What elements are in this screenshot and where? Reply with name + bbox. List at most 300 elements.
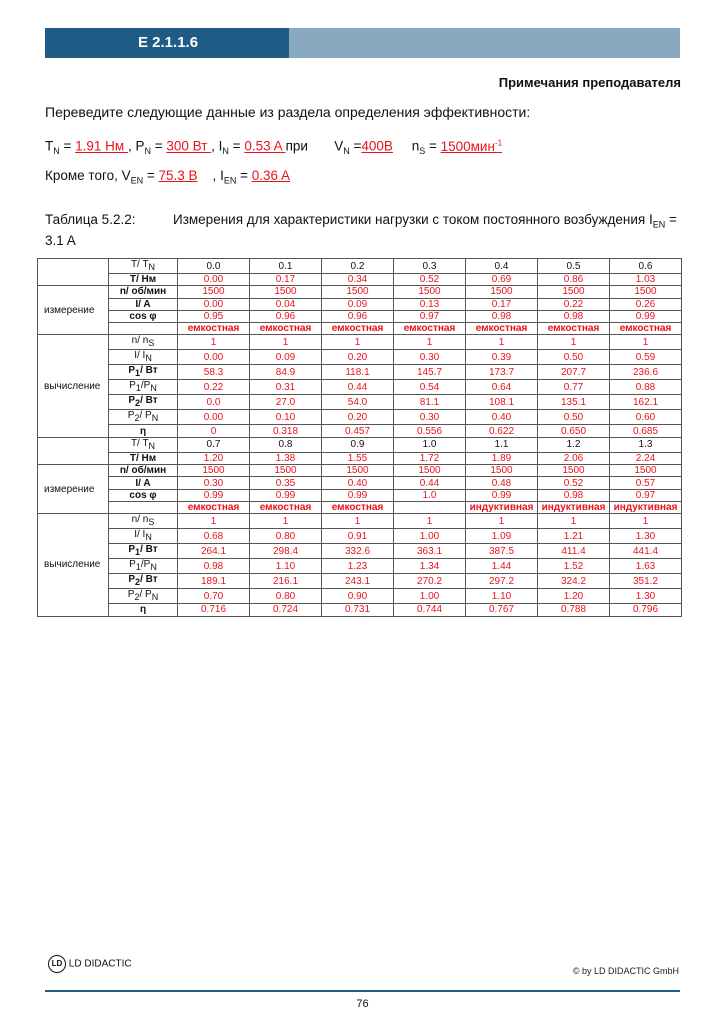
table-cell: 0.99 bbox=[322, 489, 394, 501]
table-cell: 0.30 bbox=[178, 477, 250, 489]
table-cell: 270.2 bbox=[394, 574, 466, 589]
table-row bbox=[38, 310, 682, 322]
table-cell: 1.0 bbox=[394, 489, 466, 501]
ien-sub: EN bbox=[223, 175, 237, 186]
row-label-tail: / P bbox=[139, 410, 152, 422]
table-cell: 0.86 bbox=[538, 274, 610, 286]
vn-label: V bbox=[334, 138, 344, 154]
header-bar-light bbox=[289, 28, 680, 58]
table-cell: 0.96 bbox=[322, 310, 394, 322]
group-measure: измерение bbox=[38, 286, 109, 335]
row-label-p2pn bbox=[109, 589, 178, 604]
table-cell: 1.30 bbox=[610, 589, 682, 604]
table-cell: 1.2 bbox=[538, 437, 610, 452]
row-label-sub: 1 bbox=[135, 368, 141, 379]
table-cell: 0.622 bbox=[466, 425, 538, 437]
excitation-prefix: Кроме того, V bbox=[45, 168, 131, 183]
ns-value bbox=[441, 139, 502, 154]
table-cell: 0.13 bbox=[394, 298, 466, 310]
table-cell: 264.1 bbox=[178, 544, 250, 559]
table-cell: 0.7 bbox=[178, 437, 250, 452]
table-cell: 207.7 bbox=[538, 365, 610, 380]
table-cell: емкостная bbox=[610, 323, 682, 335]
table-cell: 1500 bbox=[322, 465, 394, 477]
row-label-text: n/ об/мин bbox=[119, 286, 167, 298]
table-cell: 0.39 bbox=[466, 350, 538, 365]
table-cell: 1 bbox=[250, 514, 322, 529]
table-cell: 1500 bbox=[322, 286, 394, 298]
row-label-text: T/ Нм bbox=[129, 274, 157, 286]
row-label-text: I/ I bbox=[134, 529, 146, 541]
table-row bbox=[38, 437, 682, 452]
row-label-sub: N bbox=[148, 262, 156, 272]
table-cell: 1500 bbox=[466, 465, 538, 477]
table-cell: 0.48 bbox=[466, 477, 538, 489]
table-row bbox=[38, 395, 682, 410]
row-label-sub: 2 bbox=[135, 577, 141, 588]
table-row bbox=[38, 477, 682, 489]
section-code: E 2.1.1.6 bbox=[138, 34, 199, 51]
table-cell: 0.20 bbox=[322, 350, 394, 365]
caption-text: Измерения для характеристики нагрузки с током постоянного возбуждения I bbox=[173, 212, 653, 227]
row-label-t bbox=[109, 274, 178, 286]
measurement-table bbox=[37, 258, 682, 617]
table-cell: 1500 bbox=[250, 465, 322, 477]
table-cell: 1 bbox=[322, 514, 394, 529]
at-word: при bbox=[285, 138, 308, 154]
row-label-sub: N bbox=[148, 440, 156, 451]
row-label-sub2: N bbox=[151, 592, 159, 603]
table-cell: 2.24 bbox=[610, 452, 682, 464]
row-label-p1pn bbox=[109, 380, 178, 395]
table-row bbox=[38, 323, 682, 335]
row-label-sub: S bbox=[148, 338, 155, 349]
row-label-type bbox=[109, 323, 178, 335]
table-cell: 1.10 bbox=[250, 559, 322, 574]
table-cell: 236.6 bbox=[610, 365, 682, 380]
table-cell: 1.30 bbox=[610, 529, 682, 544]
table-cell: 1.44 bbox=[466, 559, 538, 574]
table-row bbox=[38, 465, 682, 477]
table-cell: 1.00 bbox=[394, 589, 466, 604]
tn-label: T bbox=[45, 138, 54, 154]
table-cell: 0.34 bbox=[322, 274, 394, 286]
row-label-n bbox=[109, 286, 178, 298]
table-row bbox=[38, 274, 682, 286]
row-label-cos bbox=[109, 489, 178, 501]
row-label-text: T/ Нм bbox=[129, 452, 157, 464]
table-cell: 0.9 bbox=[322, 437, 394, 452]
row-label-text: P bbox=[129, 559, 136, 571]
table-cell: 0.50 bbox=[538, 350, 610, 365]
table-row bbox=[38, 604, 682, 616]
row-label-sub: 1 bbox=[135, 383, 141, 394]
table-cell: 1 bbox=[322, 335, 394, 350]
table-cell: 1500 bbox=[394, 465, 466, 477]
row-label-nns bbox=[109, 335, 178, 350]
table-cell: 0.22 bbox=[178, 380, 250, 395]
table-cell: 1 bbox=[466, 335, 538, 350]
table-cell: 1 bbox=[466, 514, 538, 529]
table-cell: 0.4 bbox=[466, 259, 538, 274]
row-label-sub2: N bbox=[150, 383, 157, 394]
in-value: 0.53 A bbox=[244, 138, 286, 154]
table-cell: 0.96 bbox=[250, 310, 322, 322]
table-cell: 0.44 bbox=[322, 380, 394, 395]
group-measure: измерение bbox=[38, 465, 109, 514]
ns-value-sup: -1 bbox=[494, 138, 503, 147]
row-label-text: P bbox=[128, 395, 136, 407]
table-cell: 0.00 bbox=[178, 274, 250, 286]
group-empty bbox=[38, 259, 109, 286]
table-row bbox=[38, 489, 682, 501]
table-cell: 0.64 bbox=[466, 380, 538, 395]
table-cell: 135.1 bbox=[538, 395, 610, 410]
table-cell: 0.20 bbox=[322, 410, 394, 425]
table-cell: 0.50 bbox=[538, 410, 610, 425]
page-number: 76 bbox=[356, 998, 369, 1010]
row-label-sub: 1 bbox=[135, 562, 141, 573]
table-cell: 0.00 bbox=[178, 410, 250, 425]
table-row bbox=[38, 529, 682, 544]
table-cell: 145.7 bbox=[394, 365, 466, 380]
table-row bbox=[38, 286, 682, 298]
table-cell: 0.35 bbox=[250, 477, 322, 489]
table-cell: 0.70 bbox=[178, 589, 250, 604]
intro-text: Переведите следующие данные из раздела определения эффективности: bbox=[45, 104, 531, 120]
table-cell: 1 bbox=[610, 514, 682, 529]
row-label-sub2: N bbox=[150, 562, 157, 573]
row-label-text: η bbox=[139, 425, 147, 437]
group-calc: вычисление bbox=[38, 335, 109, 437]
row-label-text: I/ A bbox=[135, 298, 151, 310]
table-cell: 1.72 bbox=[394, 452, 466, 464]
table-cell: 0.04 bbox=[250, 298, 322, 310]
table-cell: 1500 bbox=[250, 286, 322, 298]
row-label-text: P bbox=[128, 544, 136, 556]
table-row bbox=[38, 544, 682, 559]
table-cell: 1 bbox=[538, 514, 610, 529]
row-label-text: η bbox=[139, 604, 147, 616]
table-cell: 0.30 bbox=[394, 410, 466, 425]
table-cell: 0.8 bbox=[250, 437, 322, 452]
table-cell: 84.9 bbox=[250, 365, 322, 380]
table-cell: 1500 bbox=[178, 286, 250, 298]
table-cell: 1500 bbox=[538, 286, 610, 298]
row-label-n bbox=[109, 465, 178, 477]
table-cell: 0.77 bbox=[538, 380, 610, 395]
table-cell: 1.00 bbox=[394, 529, 466, 544]
pn-value: 300 Вт bbox=[166, 138, 212, 154]
caption-tail: = 3.1 A bbox=[45, 212, 677, 248]
pn-label: P bbox=[135, 138, 145, 154]
row-label-text: T/ T bbox=[130, 437, 149, 449]
in-label: I bbox=[218, 138, 223, 154]
table-cell: 0.52 bbox=[538, 477, 610, 489]
table-cell: 0.60 bbox=[610, 410, 682, 425]
table-caption bbox=[45, 212, 685, 249]
row-label-p2 bbox=[109, 574, 178, 589]
table-row bbox=[38, 589, 682, 604]
table-cell: 1 bbox=[538, 335, 610, 350]
row-label-sub: N bbox=[145, 532, 152, 543]
in-sub: N bbox=[222, 146, 229, 157]
row-label-sub: N bbox=[145, 353, 152, 364]
row-label-eta bbox=[109, 425, 178, 437]
table-cell: 1500 bbox=[538, 465, 610, 477]
table-row bbox=[38, 452, 682, 464]
row-label-p1 bbox=[109, 365, 178, 380]
row-label-sub: 1 bbox=[135, 547, 141, 558]
table-cell: 0.95 bbox=[178, 310, 250, 322]
table-cell: 0.98 bbox=[538, 489, 610, 501]
table-cell: 0.88 bbox=[610, 380, 682, 395]
teacher-notes-title: Примечания преподавателя bbox=[498, 75, 681, 90]
table-cell: 1 bbox=[610, 335, 682, 350]
table-cell: емкостная bbox=[538, 323, 610, 335]
row-label-eta bbox=[109, 604, 178, 616]
table-cell: 1 bbox=[250, 335, 322, 350]
table-cell: 216.1 bbox=[250, 574, 322, 589]
table-cell: емкостная bbox=[178, 323, 250, 335]
ns-sub: S bbox=[419, 146, 426, 157]
table-cell: 173.7 bbox=[466, 365, 538, 380]
table-cell: 1.3 bbox=[610, 437, 682, 452]
table-cell: емкостная bbox=[466, 323, 538, 335]
row-label-sub: 2 bbox=[134, 592, 140, 603]
row-label-t bbox=[109, 452, 178, 464]
table-cell: 0.650 bbox=[538, 425, 610, 437]
table-cell: 189.1 bbox=[178, 574, 250, 589]
table-cell: индуктивная bbox=[538, 501, 610, 513]
table-cell: 162.1 bbox=[610, 395, 682, 410]
table-cell: 0.99 bbox=[250, 489, 322, 501]
vn-eq: = bbox=[349, 138, 362, 154]
table-cell: 1.09 bbox=[466, 529, 538, 544]
table-cell: 298.4 bbox=[250, 544, 322, 559]
vn-value: 400B bbox=[361, 138, 393, 154]
table-cell: 0.0 bbox=[178, 259, 250, 274]
table-cell: 0.6 bbox=[610, 259, 682, 274]
row-label-i bbox=[109, 298, 178, 310]
table-row bbox=[38, 410, 682, 425]
table-cell: 297.2 bbox=[466, 574, 538, 589]
ven-value: 75.3 B bbox=[158, 168, 198, 183]
table-cell: 0.30 bbox=[394, 350, 466, 365]
table-cell: 0.318 bbox=[250, 425, 322, 437]
table-cell: 1.34 bbox=[394, 559, 466, 574]
table-cell: 441.4 bbox=[610, 544, 682, 559]
row-label-text: n/ n bbox=[131, 514, 149, 526]
row-label-text: I/ A bbox=[135, 477, 151, 489]
table-cell: 0.724 bbox=[250, 604, 322, 616]
table-cell: 0.98 bbox=[466, 310, 538, 322]
table-cell: индуктивная bbox=[610, 501, 682, 513]
row-label-nns bbox=[109, 514, 178, 529]
table-cell: 0.556 bbox=[394, 425, 466, 437]
table-cell: 411.4 bbox=[538, 544, 610, 559]
table-row bbox=[38, 425, 682, 437]
table-cell: 0.69 bbox=[466, 274, 538, 286]
row-label-text: P bbox=[127, 410, 135, 422]
table-cell: 1 bbox=[394, 514, 466, 529]
row-label-cos bbox=[109, 310, 178, 322]
table-cell: 0.731 bbox=[322, 604, 394, 616]
row-label-sub2: N bbox=[151, 413, 159, 424]
table-cell: 0.99 bbox=[466, 489, 538, 501]
table-cell: 0.91 bbox=[322, 529, 394, 544]
row-label-p2pn bbox=[109, 410, 178, 425]
ld-logo-text: LD DIDACTIC bbox=[68, 958, 132, 970]
table-cell: 351.2 bbox=[610, 574, 682, 589]
table-cell: 0.788 bbox=[538, 604, 610, 616]
tn-sub: N bbox=[53, 146, 60, 157]
table-cell: 1.10 bbox=[466, 589, 538, 604]
ien-value: 0.36 A bbox=[251, 168, 291, 183]
eq-sign: = bbox=[59, 138, 76, 154]
table-cell: 1.52 bbox=[538, 559, 610, 574]
table-cell: 243.1 bbox=[322, 574, 394, 589]
table-cell: 1.21 bbox=[538, 529, 610, 544]
row-label-p2 bbox=[109, 395, 178, 410]
table-cell: 0.796 bbox=[610, 604, 682, 616]
table-cell: 1.20 bbox=[538, 589, 610, 604]
table-cell: 0.00 bbox=[178, 350, 250, 365]
row-label-text: I/ I bbox=[134, 350, 146, 362]
table-cell: 0.97 bbox=[610, 489, 682, 501]
row-label-sub: S bbox=[148, 517, 155, 528]
table-cell: 1500 bbox=[466, 286, 538, 298]
table-cell: 0.52 bbox=[394, 274, 466, 286]
table-cell: емкостная bbox=[250, 323, 322, 335]
table-cell: 1 bbox=[178, 514, 250, 529]
table-row bbox=[38, 514, 682, 529]
tn-value: 1.91 Нм bbox=[75, 138, 128, 154]
row-label-iin bbox=[109, 529, 178, 544]
table-cell: 0.744 bbox=[394, 604, 466, 616]
table-cell: 0.80 bbox=[250, 529, 322, 544]
table-cell: 0.90 bbox=[322, 589, 394, 604]
row-label-text: P bbox=[127, 589, 135, 601]
table-cell: 81.1 bbox=[394, 395, 466, 410]
row-label-text: n/ об/мин bbox=[119, 465, 167, 477]
ven-sub: EN bbox=[130, 175, 144, 186]
table-cell: индуктивная bbox=[466, 501, 538, 513]
table-cell: 0.26 bbox=[610, 298, 682, 310]
table-cell: 1500 bbox=[178, 465, 250, 477]
table-cell: емкостная bbox=[322, 501, 394, 513]
row-label-sub: 2 bbox=[134, 413, 140, 424]
table-cell: 1.20 bbox=[178, 452, 250, 464]
table-cell: 387.5 bbox=[466, 544, 538, 559]
row-label-tail: /P bbox=[140, 559, 151, 571]
excitation-line: Кроме того, $V_{EN} = 75.3$ B , $I_{EN} = 0.36$ A bbox=[45, 168, 291, 186]
ns-label: n bbox=[411, 138, 420, 154]
table-cell: 54.0 bbox=[322, 395, 394, 410]
table-cell: 0 bbox=[178, 425, 250, 437]
table-cell: 0.40 bbox=[466, 410, 538, 425]
table-cell: 0.31 bbox=[250, 380, 322, 395]
table-cell: 0.10 bbox=[250, 410, 322, 425]
table-cell: 324.2 bbox=[538, 574, 610, 589]
table-row bbox=[38, 259, 682, 274]
table-cell: 0.22 bbox=[538, 298, 610, 310]
table-row bbox=[38, 574, 682, 589]
table-cell: емкостная bbox=[178, 501, 250, 513]
footer-rule bbox=[45, 990, 680, 992]
row-label-text: cos φ bbox=[129, 489, 157, 501]
row-label-tt bbox=[109, 437, 178, 452]
caption-sub: EN bbox=[652, 219, 666, 230]
table-cell bbox=[394, 501, 466, 513]
table-cell: 0.0 bbox=[178, 395, 250, 410]
table-row bbox=[38, 365, 682, 380]
table-row bbox=[38, 298, 682, 310]
row-label-tail: / Вт bbox=[140, 395, 158, 407]
table-cell: 1 bbox=[394, 335, 466, 350]
rated-values-line: $T_N = 1.91$ Нм , $P_N = 300$ Вт , $I_N = 0.53$ A при $V_N =400B$ $n_S = 1500мин^{-1}$ bbox=[45, 138, 503, 157]
table-cell: 118.1 bbox=[322, 365, 394, 380]
table-cell: 0.98 bbox=[538, 310, 610, 322]
table-cell: 0.59 bbox=[610, 350, 682, 365]
table-cell: 1.23 bbox=[322, 559, 394, 574]
row-label-i bbox=[109, 477, 178, 489]
table-cell: 1.55 bbox=[322, 452, 394, 464]
table-cell: 0.17 bbox=[466, 298, 538, 310]
pn-sub: N bbox=[144, 146, 151, 157]
row-label-tail: / Вт bbox=[140, 574, 158, 586]
caption-number: Таблица 5.2.2: bbox=[45, 212, 136, 227]
table-cell: емкостная bbox=[394, 323, 466, 335]
table-cell: емкостная bbox=[250, 501, 322, 513]
row-label-text: P bbox=[128, 574, 136, 586]
table-cell: 0.09 bbox=[322, 298, 394, 310]
table-cell: 0.1 bbox=[250, 259, 322, 274]
table-row bbox=[38, 335, 682, 350]
ns-value-text: 1500мин bbox=[440, 138, 495, 154]
table-cell: 0.457 bbox=[322, 425, 394, 437]
table-cell: 27.0 bbox=[250, 395, 322, 410]
row-label-tail: / P bbox=[139, 589, 152, 601]
table-cell: 363.1 bbox=[394, 544, 466, 559]
table-cell: 58.3 bbox=[178, 365, 250, 380]
table-cell: 1500 bbox=[394, 286, 466, 298]
table-cell: 0.2 bbox=[322, 259, 394, 274]
table-cell: 0.44 bbox=[394, 477, 466, 489]
table-cell: 0.54 bbox=[394, 380, 466, 395]
row-label-iin bbox=[109, 350, 178, 365]
row-label-type bbox=[109, 501, 178, 513]
table-cell: 1.89 bbox=[466, 452, 538, 464]
table-cell: 0.98 bbox=[178, 559, 250, 574]
table-cell: 0.99 bbox=[610, 310, 682, 322]
table-row bbox=[38, 350, 682, 365]
row-label-tail: / Вт bbox=[140, 365, 158, 377]
row-label-sub: 2 bbox=[135, 398, 141, 409]
table-cell: 0.80 bbox=[250, 589, 322, 604]
table-cell: 1.03 bbox=[610, 274, 682, 286]
row-label-tt bbox=[109, 259, 178, 274]
table-cell: 2.06 bbox=[538, 452, 610, 464]
table-cell: 1.63 bbox=[610, 559, 682, 574]
row-label-text: T/ T bbox=[130, 259, 149, 270]
table-cell: 0.3 bbox=[394, 259, 466, 274]
table-cell: 1500 bbox=[610, 465, 682, 477]
row-label-tail: / Вт bbox=[140, 544, 158, 556]
row-label-tail: /P bbox=[140, 380, 151, 392]
table-cell: 0.5 bbox=[538, 259, 610, 274]
ld-logo-mark: LD bbox=[48, 955, 66, 973]
